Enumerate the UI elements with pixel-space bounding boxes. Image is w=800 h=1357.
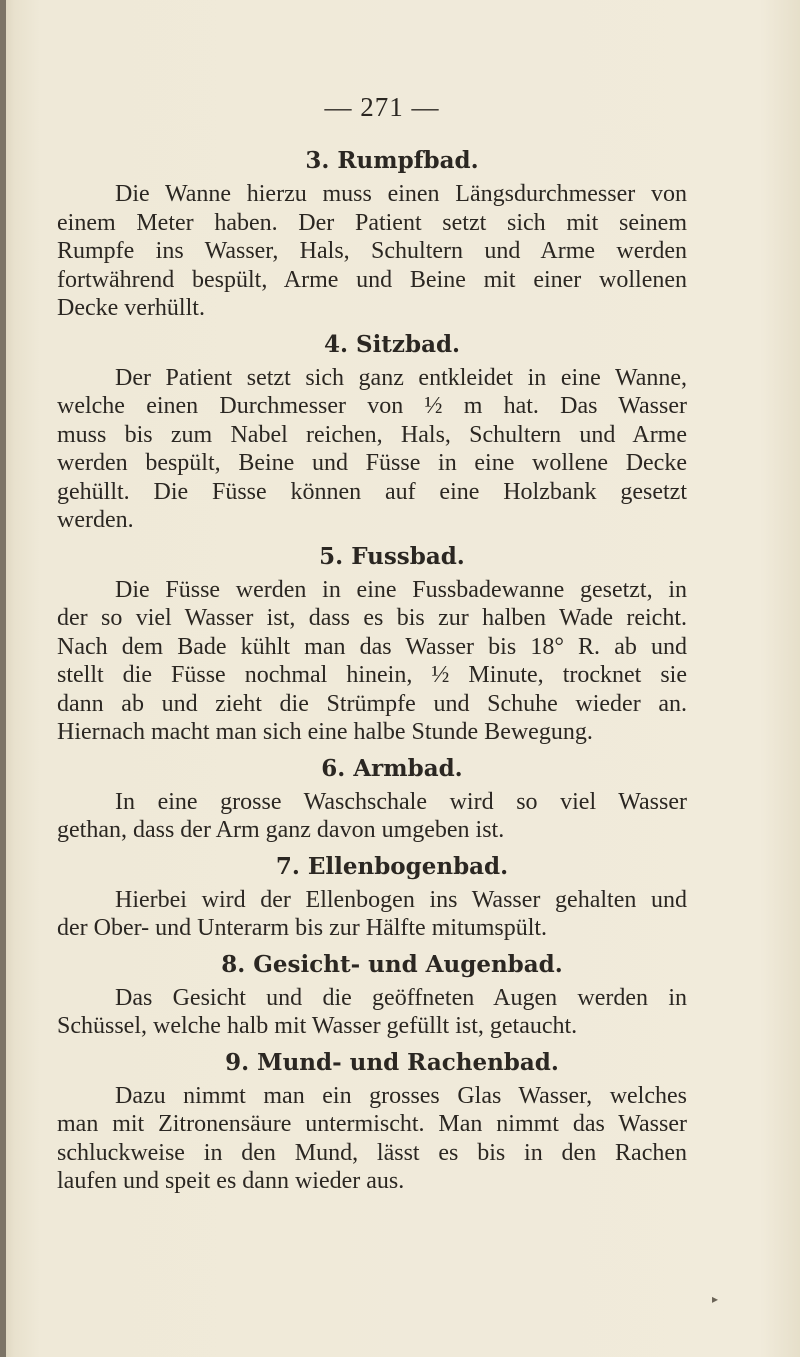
text-line: Hierbei wird der Ellenbogen ins Wasser gehalten und [115,886,687,913]
section [57,755,687,845]
text-line: Der Patient setzt sich ganz entkleidet in eine Wanne, [115,364,687,391]
section [57,543,687,747]
text-line: werden bespült, Beine und Füsse in eine wollene Decke [57,450,687,476]
text-line: stellt die Füsse nochmal hinein, ½ Minute, trocknet sie [57,662,687,688]
section-heading: 3. Rumpfbad. [305,147,479,174]
text-line: laufen und speit es dann wieder aus. [57,1168,405,1194]
text-line: schluckweise in den Mund, lässt es bis in den Rachen [57,1139,687,1166]
section-heading: 7. Ellenbogenbad. [275,852,509,880]
section-paragraph [57,364,687,535]
section-paragraph [57,886,687,943]
page-number: — 271 — [324,92,440,122]
section [57,147,687,323]
text-line: Rumpfe ins Wasser, Hals, Schultern und Arme werden [57,238,687,264]
section-paragraph [57,180,687,323]
stray-mark: ▸ [712,1292,719,1306]
text-line: gethan, dass der Arm ganz davon umgeben ist. [57,817,505,843]
text-line: man mit Zitronensäure untermischt. Man nimmt das Wasser [57,1111,687,1137]
text-line: fortwährend bespült, Arme und Beine mit einer wollenen [57,266,687,293]
section [57,853,687,943]
text-line: Hiernach macht man sich eine halbe Stunde Bewegung. [57,719,593,745]
text-line: werden. [57,507,134,533]
section-heading: 9. Mund- und Rachenbad. [225,1048,559,1076]
section-heading: 6. Armbad. [321,754,463,782]
text-line: der so viel Wasser ist, dass es bis zur halben Wade reicht. [57,605,687,631]
text-line: In eine grosse Waschschale wird so viel Wasser [115,788,687,815]
text-line: Die Wanne hierzu muss einen Längsdurchmesser von [115,181,687,207]
text-line: Dazu nimmt man ein grosses Glas Wasser, welches [115,1082,687,1109]
text-line: einem Meter haben. Der Patient setzt sich mit seinem [57,209,687,236]
text-line: muss bis zum Nabel reichen, Hals, Schultern und Arme [57,421,687,448]
text-line: der Ober- und Unterarm bis zur Hälfte mitumspült. [57,915,548,941]
page-edge [0,0,6,1357]
section [57,331,687,535]
text-line: Das Gesicht und die geöffneten Augen werden in [115,984,687,1011]
text-line: welche einen Durchmesser von ½ m hat. Das Wasser [57,393,687,419]
page-content [57,92,687,1204]
text-line: Decke verhüllt. [57,295,205,321]
section-heading: 4. Sitzbad. [323,330,461,358]
section-paragraph [57,576,687,747]
text-line: Die Füsse werden in eine Fussbadewanne gesetzt, in [115,576,687,603]
section-paragraph [57,788,687,845]
section-heading: 8. Gesicht- und Augenbad. [221,950,563,978]
section [57,1049,687,1196]
text-line: Schüssel, welche halb mit Wasser gefüllt ist, getaucht. [57,1013,578,1039]
text-line: gehüllt. Die Füsse können auf eine Holzbank gesetzt [57,478,687,505]
text-line: dann ab und zieht die Strümpfe und Schuhe wieder an. [57,690,687,717]
section [57,951,687,1041]
sections [57,147,687,1196]
section-paragraph [57,984,687,1041]
section-paragraph [57,1082,687,1196]
section-heading: 5. Fussbad. [319,542,465,570]
text-line: Nach dem Bade kühlt man das Wasser bis 18° R. ab und [57,633,687,660]
